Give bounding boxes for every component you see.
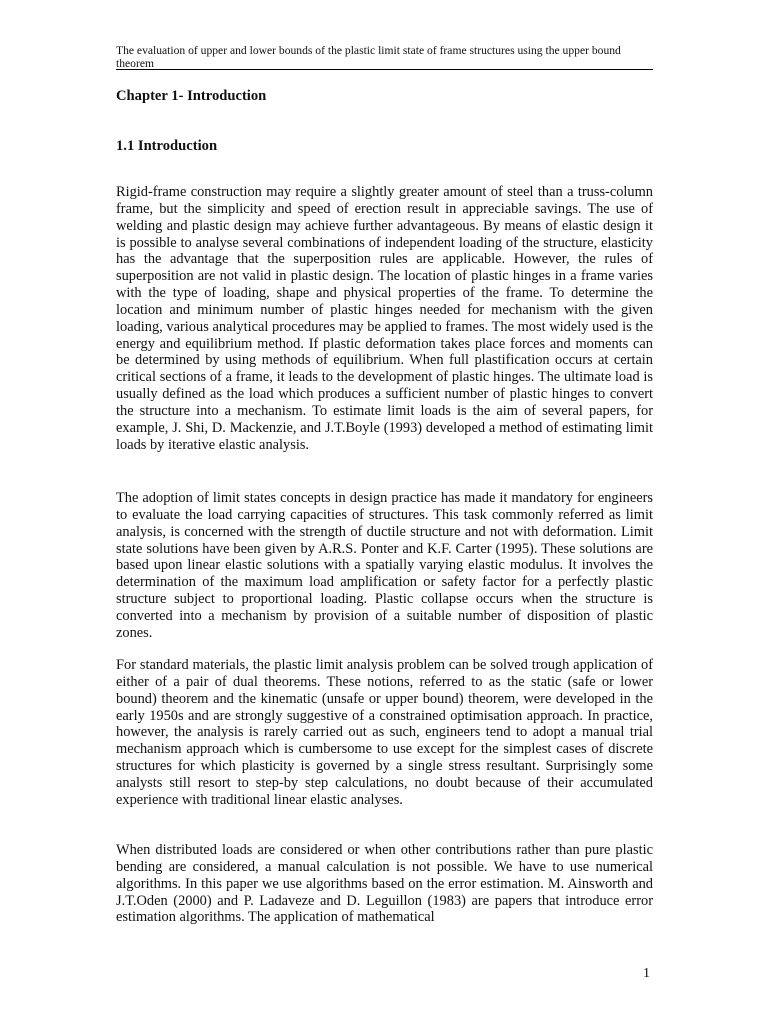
section-title: 1.1 Introduction — [116, 138, 218, 154]
body-paragraph: For standard materials, the plastic limit analysis problem can be solved trough application of either of a pair of dual theorems. These notions, referred to as the static (safe or lower bound) theorem and the kinematic (unsafe or upper bound) theorem, were developed in the early 1950s and are strongly suggestive of a constrained optimisation approach. In practice, however, the analysis is rarely carried out as such, engineers tend to adopt a manual trial mechanism approach which is cumbersome to use except for the simplest cases of discrete structures for which plasticity is governed by a single stress resultant. Surprisingly some analysts still resort to step-by step calculations, no doubt because of their accumulated experience with traditional linear elastic analyses. — [116, 657, 653, 808]
running-header: The evaluation of upper and lower bounds of the plastic limit state of frame structures using the upper bound theorem — [116, 44, 653, 70]
page-number: 1 — [643, 966, 650, 981]
body-paragraph: Rigid-frame construction may require a slightly greater amount of steel than a truss-column frame, but the simplicity and speed of erection result in appreciable savings. The use of welding and plastic design may achieve further advantageous. By means of elastic design it is possible to analyse several combinations of independent loading of the structure, elasticity has the advantage that the superposition rules are applicable. However, the rules of superposition are not valid in plastic design. The location of plastic hinges in a frame varies with the type of loading, shape and physical properties of the frame. To determine the location and minimum number of plastic hinges needed for mechanism with the given loading, various analytical procedures may be applied to frames. The most widely used is the energy and equilibrium method. If plastic deformation takes place forces and moments can be determined by using methods of equilibrium. When full plastification occurs at certain critical sections of a frame, it leads to the development of plastic hinges. The ultimate load is usually defined as the load which produces a sufficient number of plastic hinges to convert the structure into a mechanism. To estimate limit loads is the aim of several papers, for example, J. Shi, D. Mackenzie, and J.T.Boyle (1993) developed a method of estimating limit loads by iterative elastic analysis. — [116, 184, 653, 453]
body-paragraph: When distributed loads are considered or when other contributions rather than pure plastic bending are considered, a manual calculation is not possible. We have to use numerical algorithms. In this paper we use algorithms based on the error estimation. M. Ainsworth and J.T.Oden (2000) and P. Ladaveze and D. Leguillon (1983) are papers that introduce error estimation algorithms. The application of mathematical — [116, 842, 653, 926]
body-paragraph-container — [116, 842, 653, 930]
body-paragraph: The adoption of limit states concepts in design practice has made it mandatory for engineers to evaluate the load carrying capacities of structures. This task commonly referred as limit analysis, is concerned with the strength of ductile structure and not with deformation. Limit state solutions have been given by A.R.S. Ponter and K.F. Carter (1995). These solutions are based upon linear elastic solutions with a spatially varying elastic modulus. It involves the determination of the maximum load amplification or safety factor for a perfectly plastic structure subject to proportional loading. Plastic collapse occurs when the structure is converted into a mechanism by provision of a suitable number of disposition of plastic zones. — [116, 490, 653, 641]
chapter-title: Chapter 1- Introduction — [116, 88, 267, 104]
